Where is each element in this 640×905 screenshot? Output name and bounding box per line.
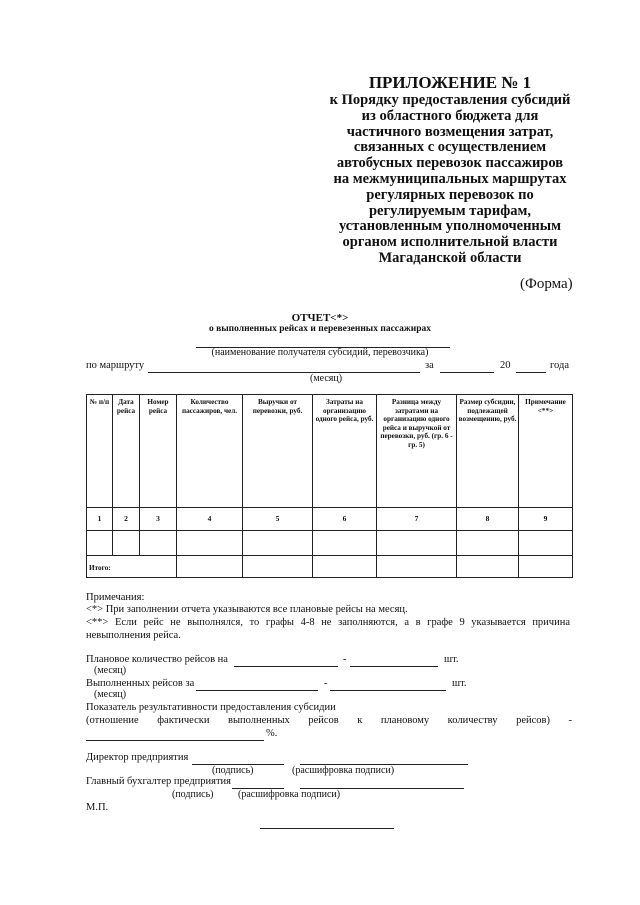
column-number: 4: [177, 508, 243, 531]
notes-heading: Примечания:: [86, 592, 145, 603]
appendix-line: установленным уполномоченным: [339, 218, 561, 235]
header-cell: Выручки от перевозки, руб.: [243, 395, 313, 508]
performed-from-line[interactable]: [196, 690, 318, 691]
report-table: [86, 394, 573, 578]
table-cell[interactable]: [243, 531, 313, 556]
header-cell: Количество пассажиров, чел.: [177, 395, 243, 508]
table-total-row: [87, 556, 573, 578]
total-label: Итого:: [87, 556, 177, 578]
appendix-line: связанных с осуществлением: [353, 139, 547, 156]
appendix-line: Магаданской области: [378, 249, 522, 266]
header-cell: Размер субсидии, подлежащей возмещению, руб.: [457, 395, 519, 508]
header-cell: Примечание <**>: [519, 395, 573, 508]
signature-caption: (подпись): [172, 789, 214, 800]
column-number: 2: [113, 508, 140, 531]
table-cell[interactable]: [457, 556, 519, 578]
header-cell: Разница между затратами на организацию одного рейса и выручкой от перевозки, руб. (гр. 6 - гр. 5): [377, 395, 457, 508]
appendix-line: регулярных перевозок по: [366, 186, 534, 203]
table-cell[interactable]: [313, 556, 377, 578]
appendix-line: органом исполнительной власти: [342, 234, 558, 251]
planned-from-line[interactable]: [234, 666, 338, 667]
planned-value-line[interactable]: [350, 666, 438, 667]
column-number: 5: [243, 508, 313, 531]
column-number: 8: [457, 508, 519, 531]
bottom-line: [260, 828, 394, 829]
table-header-row: [87, 395, 573, 508]
table-cell[interactable]: [519, 556, 573, 578]
planned-dash: -: [343, 654, 347, 665]
appendix-line: частичного возмещения затрат,: [346, 123, 554, 140]
table-cell[interactable]: [177, 531, 243, 556]
route-label: по маршруту: [86, 360, 145, 371]
appendix-header: [300, 74, 600, 267]
year-label: года: [550, 360, 569, 371]
note-2: <**> Если рейс не выполнялся, то графы 4-8 не заполняются, а в графе 9 указывается причина: [86, 617, 570, 628]
signature-caption: (подпись): [212, 765, 254, 776]
table-cell[interactable]: [377, 556, 457, 578]
decode-caption: (расшифровка подписи): [292, 765, 395, 776]
table-cell[interactable]: [457, 531, 519, 556]
indicator-value-line[interactable]: [86, 740, 264, 741]
table-cell[interactable]: [113, 531, 140, 556]
table-row: [87, 531, 573, 556]
column-number: 3: [140, 508, 177, 531]
appendix-line: к Порядку предоставления субсидий: [329, 92, 571, 108]
table-cell[interactable]: [140, 531, 177, 556]
performed-dash: -: [324, 678, 328, 689]
planned-unit: шт.: [444, 654, 459, 665]
column-number: 6: [313, 508, 377, 531]
appendix-line: регулируемым тарифам,: [368, 202, 532, 219]
recipient-caption: (наименование получателя субсидий, перевозчика): [211, 347, 429, 358]
indicator-line1: Показатель результативности предоставления субсидии: [86, 702, 336, 713]
performed-unit: шт.: [452, 678, 467, 689]
route-field-line[interactable]: [148, 372, 420, 373]
appendix-title: ПРИЛОЖЕНИЕ № 1: [368, 73, 532, 92]
director-label: Директор предприятия: [86, 752, 189, 763]
header-cell: № п/п: [87, 395, 113, 508]
header-cell: Дата рейса: [113, 395, 140, 508]
planned-label: Плановое количество рейсов на: [86, 654, 228, 665]
table-cell[interactable]: [377, 531, 457, 556]
performed-value-line[interactable]: [330, 690, 446, 691]
planned-caption: (месяц): [94, 665, 127, 676]
appendix-line: из областного бюджета для: [361, 107, 539, 124]
decode-caption: (расшифровка подписи): [238, 789, 341, 800]
table-cell[interactable]: [243, 556, 313, 578]
indicator-percent: %.: [266, 728, 278, 739]
report-subtitle: о выполненных рейсах и перевезенных пассажирах: [208, 324, 432, 334]
header-cell: Затраты на организацию одного рейса, руб.: [313, 395, 377, 508]
note-2-cont: невыполнения рейса.: [86, 630, 181, 641]
report-title: ОТЧЕТ<*>: [291, 312, 349, 324]
column-number: 9: [519, 508, 573, 531]
column-number: 1: [87, 508, 113, 531]
performed-label: Выполненных рейсов за: [86, 678, 195, 689]
year-prefix: 20: [500, 360, 511, 371]
month-field-line[interactable]: [440, 372, 494, 373]
form-label: (Форма): [520, 276, 573, 292]
performed-caption: (месяц): [94, 689, 127, 700]
accountant-label: Главный бухгалтер предприятия: [86, 776, 232, 787]
table-cell[interactable]: [313, 531, 377, 556]
note-1: <*> При заполнении отчета указываются все плановые рейсы на месяц.: [86, 604, 408, 615]
column-number: 7: [377, 508, 457, 531]
table-cell[interactable]: [87, 531, 113, 556]
stamp-label: М.П.: [86, 802, 109, 813]
year-field-line[interactable]: [516, 372, 546, 373]
appendix-line: на межмуниципальных маршрутах: [333, 170, 567, 187]
appendix-line: автобусных перевозок пассажиров: [336, 155, 564, 172]
month-caption: (месяц): [310, 373, 343, 384]
for-label: за: [425, 360, 434, 371]
table-cell[interactable]: [519, 531, 573, 556]
table-cell[interactable]: [177, 556, 243, 578]
table-number-row: [87, 508, 573, 531]
indicator-line2: (отношение фактически выполненных рейсов к плановому количеству рейсов) -: [86, 715, 572, 726]
header-cell: Номер рейса: [140, 395, 177, 508]
